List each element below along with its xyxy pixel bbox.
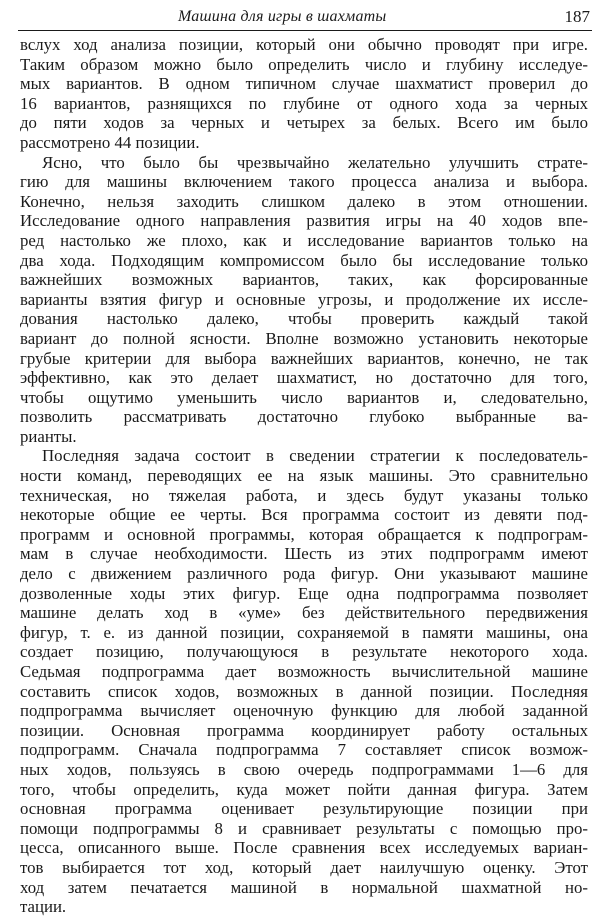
text-line: грубые критерии для выбора важнейших вариантов, конечно, не так — [20, 348, 588, 368]
text-line: два хода. Подходящим компромиссом было бы исследование только — [20, 250, 588, 270]
text-line: того, чтобы определить, куда может пойти данная фигура. Затем — [20, 779, 588, 799]
text-line: программ и основной программы, которая обращается к подпрограм- — [20, 524, 588, 544]
text-line: дело с движением различного рода фигур. Они указывают машине — [20, 564, 588, 584]
text-line: тации. — [20, 897, 67, 917]
text-line: фигур, т. е. из данной позиции, сохраняемой в памяти машины, она — [20, 622, 588, 642]
text-line: рассмотрено 44 позиции. — [20, 132, 200, 152]
text-line: Исследование одного направления развития игры на 40 ходов впе- — [20, 211, 588, 231]
text-line: подпрограмма вычисляет оценочную функцию для любой заданной — [20, 701, 588, 721]
text-line: техническая, но тяжелая работа, и здесь будут указаны только — [20, 485, 588, 505]
text-line: Таким образом можно было определить число и глубину исследуе- — [20, 54, 588, 74]
text-line: гию для машины включением такого процесса анализа и выбора. — [20, 172, 588, 192]
text-line: до пяти ходов за черных и четырех за белых. Всего им было — [20, 113, 588, 133]
text-line: дования настолько далеко, чтобы проверить каждый такой — [20, 309, 588, 329]
text-line: 16 вариантов, разнящихся по глубине от одного хода за черных — [20, 93, 588, 113]
text-line: позволить рассматривать достаточно глубоко выбранные ва- — [20, 407, 588, 427]
text-line: важнейших возможных вариантов, таких, как форсированные — [20, 270, 588, 290]
text-line: вариант до полной ясности. Вполне возможно установить некоторые — [20, 328, 588, 348]
header-rule — [18, 30, 592, 31]
text-line: машине делать ход в «уме» без действительного передвижения — [20, 603, 588, 623]
text-line: подпрограмм. Сначала подпрограмма 7 составляет список возмож- — [20, 740, 588, 760]
running-header — [18, 5, 592, 31]
paragraph — [20, 446, 588, 916]
text-line: мам в случае необходимости. Шесть из этих подпрограмм имеют — [20, 544, 588, 564]
text-line: Ясно, что было бы чрезвычайно желательно улучшить страте- — [42, 152, 588, 172]
text-line: вслух ход анализа позиции, который они обычно проводят при игре. — [20, 35, 588, 54]
text-line: позиции. Основная программа координирует работу остальных — [20, 720, 588, 740]
text-line: ход затем печатается машиной в нормальной шахматной но- — [20, 877, 588, 897]
text-line: некоторые общие ее черты. Вся программа состоит из девяти под- — [20, 505, 588, 525]
text-line: составить список ходов, возможных в данной позиции. Последняя — [20, 681, 588, 701]
text-line: варианты взятия фигур и основные угрозы, и продолжение их иссле- — [20, 289, 588, 309]
text-line: рианты. — [20, 426, 77, 446]
page-number: 187 — [564, 7, 590, 26]
text-line: эффективно, как это делает шахматист, но достаточно для того, — [20, 368, 588, 388]
text-line: дозволенные ходы этих фигур. Еще одна подпрограмма позволяет — [20, 583, 588, 603]
body-text — [20, 35, 588, 917]
text-line: помощи подпрограммы 8 и сравнивает результаты с помощью про- — [20, 818, 588, 838]
paragraph — [20, 35, 588, 153]
text-line: чтобы ощутимо уменьшить число вариантов и, следовательно, — [20, 387, 588, 407]
text-line: тов выбирается тот ход, который дает наилучшую оценку. Этот — [20, 857, 588, 877]
text-line: цесса, описанного выше. После сравнения всех исследуемых вариан- — [20, 838, 588, 858]
text-line: основная программа оценивает результирующие позиции при — [20, 799, 588, 819]
text-line: Седьмая подпрограмма дает возможность вычислительной машине — [20, 662, 588, 681]
text-line: мых вариантов. В одном типичном случае шахматист проверил до — [20, 74, 588, 94]
text-line: ред настолько же плохо, как и исследование вариантов только на — [20, 230, 588, 250]
text-line: создает позицию, получающуюся в результате некоторого хода. — [20, 642, 588, 662]
text-line: Конечно, нельзя заходить слишком далеко в этом отношении. — [20, 191, 588, 211]
text-line: ности команд, переводящих ее на язык машины. Это сравнительно — [20, 466, 588, 486]
paragraph — [20, 153, 588, 447]
text-line: ных ходов, пользуясь в свою очередь подпрограммами 1—6 для — [20, 759, 588, 779]
chapter-title: Машина для игры в шахматы — [178, 8, 387, 25]
text-line: Последняя задача состоит в сведении стратегии к последователь- — [42, 446, 588, 466]
